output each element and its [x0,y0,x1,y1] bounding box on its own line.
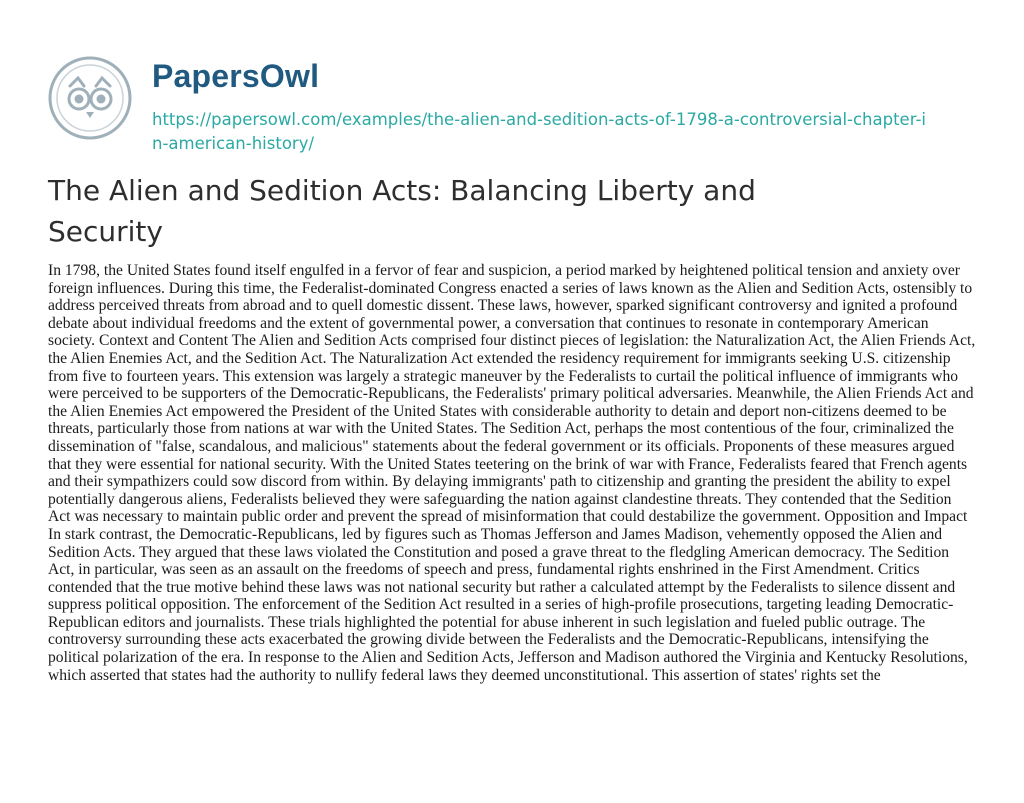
article-body: In 1798, the United States found itself engulfed in a fervor of fear and suspicion, a period marked by heightened political tension and anxiety over foreign influences. During this time, the Federalist-dominated Congress enacted a series of laws known as the Alien and Sedition Acts, ostensibly to address perceived threats from abroad and to quell domestic dissent. These laws, however, sparked significant controversy and ignited a profound debate about individual freedoms and the extent of governmental power, a conversation that continues to resonate in contemporary American society. Context and Content The Alien and Sedition Acts comprised four distinct pieces of legislation: the Naturalization Act, the Alien Friends Act, the Alien Enemies Act, and the Sedition Act. The Naturalization Act extended the residency requirement for immigrants seeking U.S. citizenship from five to fourteen years. This extension was largely a strategic maneuver by the Federalists to curtail the political influence of immigrants who were perceived to be supporters of the Democratic-Republicans, the Federalists' primary political adversaries. Meanwhile, the Alien Friends Act and the Alien Enemies Act empowered the President of the United States with considerable authority to detain and deport non-citizens deemed to be threats, particularly those from nations at war with the United States. The Sedition Act, perhaps the most contentious of the four, criminalized the dissemination of "false, scandalous, and malicious" statements about the federal government or its officials. Proponents of these measures argued that they were essential for national security. With the United States teetering on the brink of war with France, Federalists feared that French agents and their sympathizers could sow discord from within. By delaying immigrants' path to citizenship and granting the president the ability to expel potentially dangerous aliens, Federalists believed they were safeguarding the nation against clandestine threats. They contended that the Sedition Act was necessary to maintain public order and prevent the spread of misinformation that could destabilize the government. Opposition and Impact In stark contrast, the Democratic-Republicans, led by figures such as Thomas Jefferson and James Madison, vehemently opposed the Alien and Sedition Acts. They argued that these laws violated the Constitution and posed a grave threat to the fledgling American democracy. The Sedition Act, in particular, was seen as an assault on the freedoms of speech and press, fundamental rights enshrined in the First Amendment. Critics contended that the true motive behind these laws was not national security but rather a calculated attempt by the Federalists to silence dissent and suppress political opposition. The enforcement of the Sedition Act resulted in a series of high-profile prosecutions, targeting leading Democratic-Republican editors and journalists. These trials highlighted the potential for abuse inherent in such legislation and fueled public outrage. The controversy surrounding these acts exacerbated the growing divide between the Federalists and the Democratic-Republicans, intensifying the political polarization of the era. In response to the Alien and Sedition Acts, Jefferson and Madison authored the Virginia and Kentucky Resolutions, which asserted that states had the authority to nullify federal laws they deemed unconstitutional. This assertion of states' rights set the [48,262,976,684]
owl-logo-icon [48,56,132,140]
source-url-link[interactable]: https://papersowl.com/examples/the-alien-and-sedition-acts-of-1798-a-controversial-chapter-in-american-history/ [152,110,926,153]
article-title: The Alien and Sedition Acts: Balancing Liberty and Security [48,174,756,248]
brand-name: PapersOwl [152,58,320,94]
